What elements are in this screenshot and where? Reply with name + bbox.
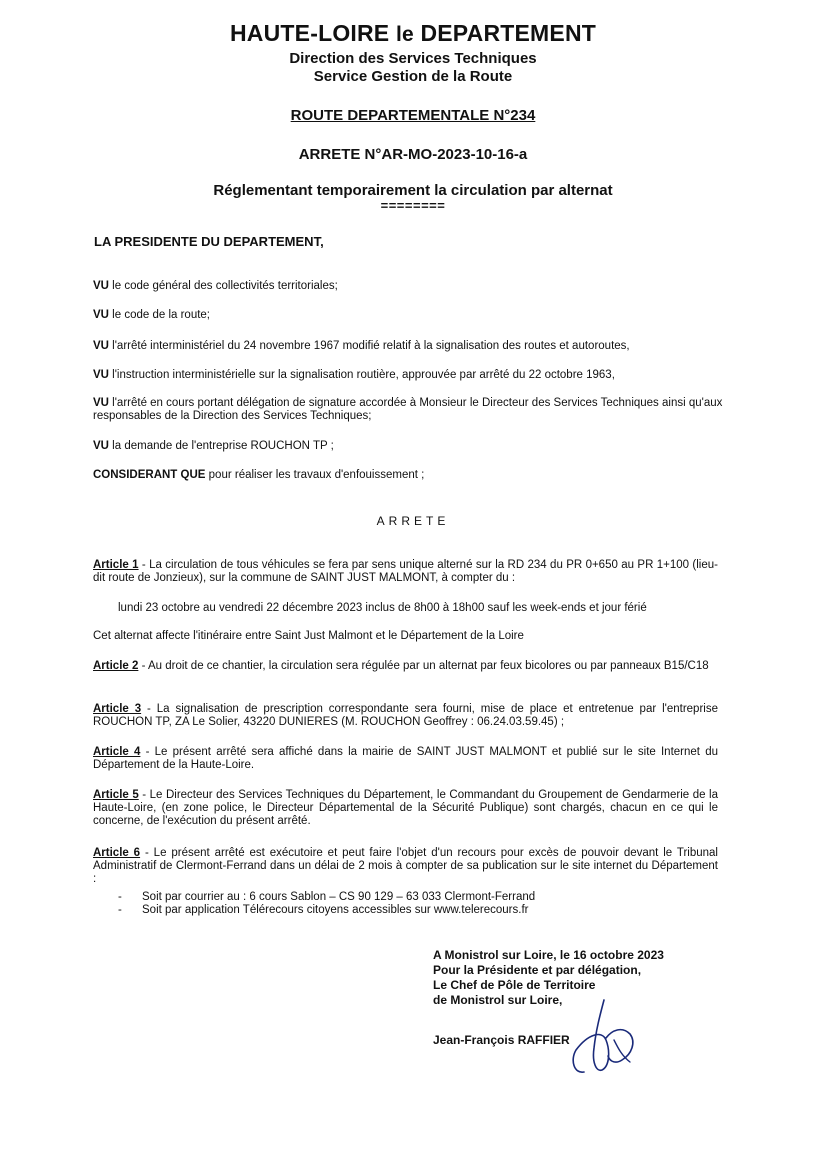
arrete-heading: ARRETE [376,514,450,528]
dept-le: le [395,23,414,46]
vu-item: VU le code général des collectivités territoriales; [93,280,338,292]
dept-main: HAUTE-LOIRE [229,20,390,46]
signature-place-date: A Monistrol sur Loire, le 16 octobre 2023 [433,948,664,962]
dates-line: lundi 23 octobre au vendredi 22 décembre 2023 inclus de 8h00 à 18h00 sauf les week-ends et jour férié [118,602,647,614]
article-2: Article 2 - Au droit de ce chantier, la circulation sera régulée par un alternat par feux bicolores ou par panneaux B15/C18 [93,660,709,672]
route-heading [0,107,826,124]
considerant-item: CONSIDERANT QUE pour réaliser les travaux d'enfouissement ; [93,469,425,481]
vu-item: VU le code de la route; [93,309,210,321]
arrete-subject: Réglementant temporairement la circulation par alternat [213,182,613,199]
vu-item: VU l'instruction interministérielle sur la signalisation routière, approuvée par arrêté du 22 octobre 1963, [93,369,615,381]
route-label: ROUTE DEPARTEMENTALE N°234 [290,107,536,124]
article-1: Article 1 - La circulation de tous véhicules se fera par sens unique alterné sur la RD 234 du PR 0+650 au PR 1+100 (lieu-dit route de Jonzieux), sur la commune de SAINT JUST MALMONT, à compter du : [93,559,718,584]
article-4: Article 4 - Le présent arrêté sera affiché dans la mairie de SAINT JUST MALMONT et publié sur le site Internet du Département de la Haute-Loire. [93,746,718,771]
direction-title: Direction des Services Techniques [289,50,537,67]
vu-item: VU l'arrêté en cours portant délégation de signature accordée à Monsieur le Directeur des Services Techniques ainsi qu'aux responsables de la Direction des Services Techniques; [93,397,723,422]
signature-location: de Monistrol sur Loire, [433,993,563,1007]
handwritten-signature-icon [560,990,650,1080]
signature-role: Le Chef de Pôle de Territoire [433,978,596,992]
service-title: Service Gestion de la Route [313,68,513,85]
vu-item: VU l'arrêté interministériel du 24 novembre 1967 modifié relatif à la signalisation des routes et autoroutes, [93,340,630,352]
article-6: Article 6 - Le présent arrêté est exécutoire et peut faire l'objet d'un recours pour excès de pouvoir devant le Tribunal Administratif de Clermont-Ferrand dans un délai de 2 mois à compter de sa publication sur le site internet du Département : [93,847,718,885]
presidente-heading: LA PRESIDENTE DU DEPARTEMENT, [94,234,324,249]
separator: ======== [380,198,446,213]
article-3: Article 3 - La signalisation de prescription correspondante sera fourni, mise de place et entretenue par l'entreprise ROUCHON TP, ZA Le Solier, 43220 DUNIERES (M. ROUCHON Geoffrey : 06.24.03.59.45) ; [93,703,718,728]
arrete-number: ARRETE N°AR-MO-2023-10-16-a [298,146,528,163]
department-title [0,20,826,47]
list-item: - Soit par courrier au : 6 cours Sablon – CS 90 129 – 63 033 Clermont-Ferrand [118,891,536,903]
article-5: Article 5 - Le Directeur des Services Techniques du Département, le Commandant du Groupement de Gendarmerie de la Haute-Loire, (en zone police, le Directeur Départemental de la Sécurité Publique) sont chargés, chacun en ce qui le concerne, de l'exécution du présent arrêté. [93,789,718,827]
vu-item: VU la demande de l'entreprise ROUCHON TP ; [93,440,334,452]
signer-name: Jean-François RAFFIER [433,1033,570,1047]
dept-end: DEPARTEMENT [420,20,597,46]
list-item: - Soit par application Télérecours citoyens accessibles sur www.telerecours.fr [118,904,529,916]
signature-delegation: Pour la Présidente et par délégation, [433,963,642,977]
itinerary-line: Cet alternat affecte l'itinéraire entre Saint Just Malmont et le Département de la Loire [93,630,524,642]
recours-list [118,891,535,917]
